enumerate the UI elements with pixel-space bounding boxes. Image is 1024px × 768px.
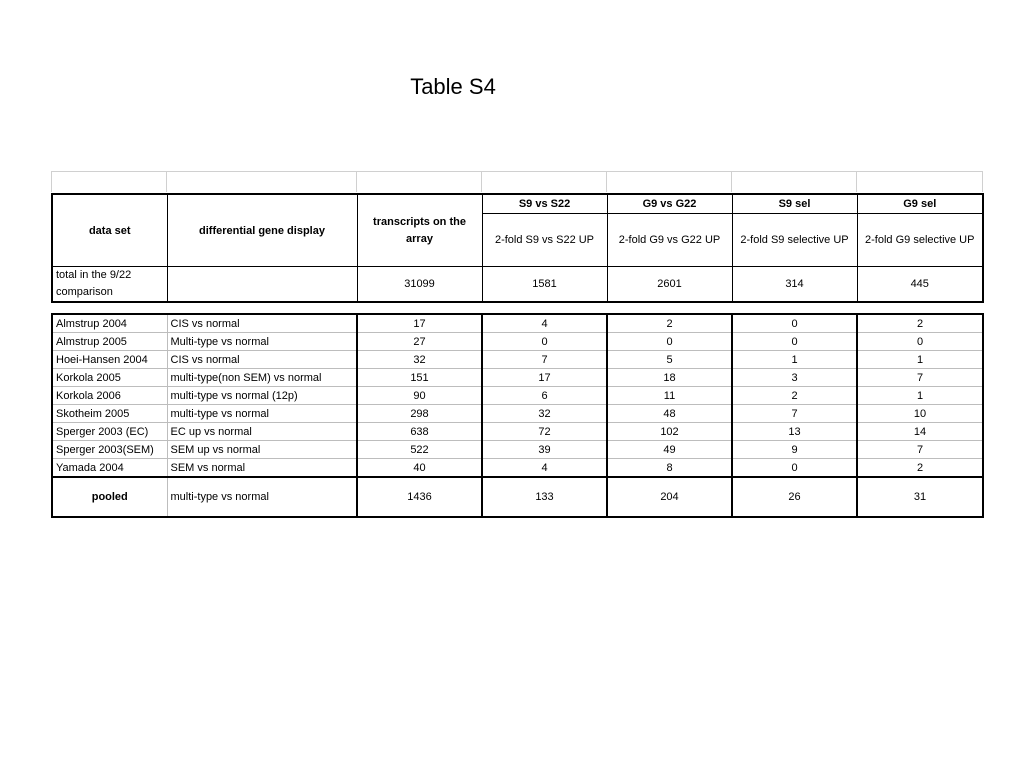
row-data-set: Skotheim 2005 xyxy=(52,405,167,423)
data-table xyxy=(51,313,984,518)
row-value: 10 xyxy=(857,405,983,423)
row-transcripts: 522 xyxy=(357,441,482,459)
header-differential: differential gene display xyxy=(167,194,357,267)
total-label: total in the 9/22 comparison xyxy=(52,267,167,303)
row-data-set: Almstrup 2004 xyxy=(52,314,167,333)
row-value: 0 xyxy=(732,314,857,333)
row-value: 18 xyxy=(607,369,732,387)
page-title: Table S4 xyxy=(410,74,496,99)
row-display: multi-type vs normal (12p) xyxy=(167,387,357,405)
table-row xyxy=(52,351,983,369)
pooled-value: 133 xyxy=(482,477,607,517)
row-value: 0 xyxy=(607,333,732,351)
pooled-row xyxy=(52,477,983,517)
row-data-set: Korkola 2006 xyxy=(52,387,167,405)
row-value: 0 xyxy=(857,333,983,351)
row-value: 72 xyxy=(482,423,607,441)
row-value: 6 xyxy=(482,387,607,405)
total-value: 2601 xyxy=(607,267,732,303)
table-row xyxy=(52,387,983,405)
table-row xyxy=(52,459,983,478)
row-value: 4 xyxy=(482,459,607,478)
row-value: 7 xyxy=(732,405,857,423)
header-group: S9 vs S22 xyxy=(482,194,607,214)
row-display: Multi-type vs normal xyxy=(167,333,357,351)
row-value: 48 xyxy=(607,405,732,423)
row-display: SEM up vs normal xyxy=(167,441,357,459)
table-row xyxy=(52,423,983,441)
row-transcripts: 90 xyxy=(357,387,482,405)
row-display: SEM vs normal xyxy=(167,459,357,478)
pooled-display: multi-type vs normal xyxy=(167,477,357,517)
table-row xyxy=(52,441,983,459)
header-group: G9 sel xyxy=(857,194,983,214)
row-display: multi-type(non SEM) vs normal xyxy=(167,369,357,387)
header-data-set: data set xyxy=(52,194,167,267)
pooled-value: 26 xyxy=(732,477,857,517)
row-value: 13 xyxy=(732,423,857,441)
pooled-value: 204 xyxy=(607,477,732,517)
row-value: 3 xyxy=(732,369,857,387)
row-data-set: Yamada 2004 xyxy=(52,459,167,478)
row-value: 8 xyxy=(607,459,732,478)
header-group: G9 vs G22 xyxy=(607,194,732,214)
total-display xyxy=(167,267,357,303)
header-subhead: 2-fold G9 selective UP xyxy=(857,214,983,267)
row-value: 7 xyxy=(857,369,983,387)
row-value: 0 xyxy=(482,333,607,351)
row-data-set: Korkola 2005 xyxy=(52,369,167,387)
header-subhead: 2-fold S9 selective UP xyxy=(732,214,857,267)
row-value: 2 xyxy=(857,459,983,478)
row-value: 2 xyxy=(732,387,857,405)
row-value: 1 xyxy=(857,351,983,369)
row-data-set: Sperger 2003(SEM) xyxy=(52,441,167,459)
row-value: 0 xyxy=(732,333,857,351)
row-data-set: Hoei-Hansen 2004 xyxy=(52,351,167,369)
pooled-value: 31 xyxy=(857,477,983,517)
row-transcripts: 32 xyxy=(357,351,482,369)
row-value: 9 xyxy=(732,441,857,459)
total-value: 1581 xyxy=(482,267,607,303)
row-value: 0 xyxy=(732,459,857,478)
row-display: CIS vs normal xyxy=(167,351,357,369)
row-display: CIS vs normal xyxy=(167,314,357,333)
table-row xyxy=(52,369,983,387)
row-value: 102 xyxy=(607,423,732,441)
row-value: 17 xyxy=(482,369,607,387)
header-subhead: 2-fold G9 vs G22 UP xyxy=(607,214,732,267)
row-value: 11 xyxy=(607,387,732,405)
row-value: 2 xyxy=(607,314,732,333)
pooled-transcripts: 1436 xyxy=(357,477,482,517)
row-value: 49 xyxy=(607,441,732,459)
header-subhead: 2-fold S9 vs S22 UP xyxy=(482,214,607,267)
row-value: 39 xyxy=(482,441,607,459)
row-transcripts: 151 xyxy=(357,369,482,387)
table-row xyxy=(52,333,983,351)
total-value: 314 xyxy=(732,267,857,303)
row-data-set: Sperger 2003 (EC) xyxy=(52,423,167,441)
row-display: multi-type vs normal xyxy=(167,405,357,423)
total-transcripts: 31099 xyxy=(357,267,482,303)
pooled-data-set: pooled xyxy=(52,477,167,517)
table-row xyxy=(52,405,983,423)
row-transcripts: 27 xyxy=(357,333,482,351)
row-value: 4 xyxy=(482,314,607,333)
row-transcripts: 298 xyxy=(357,405,482,423)
header-table xyxy=(51,193,984,303)
row-transcripts: 40 xyxy=(357,459,482,478)
row-value: 14 xyxy=(857,423,983,441)
row-value: 32 xyxy=(482,405,607,423)
table-row xyxy=(52,314,983,333)
row-transcripts: 17 xyxy=(357,314,482,333)
row-value: 1 xyxy=(857,387,983,405)
row-value: 5 xyxy=(607,351,732,369)
row-value: 7 xyxy=(482,351,607,369)
row-value: 1 xyxy=(732,351,857,369)
total-value: 445 xyxy=(857,267,983,303)
row-value: 7 xyxy=(857,441,983,459)
row-display: EC up vs normal xyxy=(167,423,357,441)
header-group: S9 sel xyxy=(732,194,857,214)
row-transcripts: 638 xyxy=(357,423,482,441)
spacer-row-table xyxy=(51,171,983,192)
row-data-set: Almstrup 2005 xyxy=(52,333,167,351)
header-transcripts: transcripts on the array xyxy=(357,194,482,267)
row-value: 2 xyxy=(857,314,983,333)
